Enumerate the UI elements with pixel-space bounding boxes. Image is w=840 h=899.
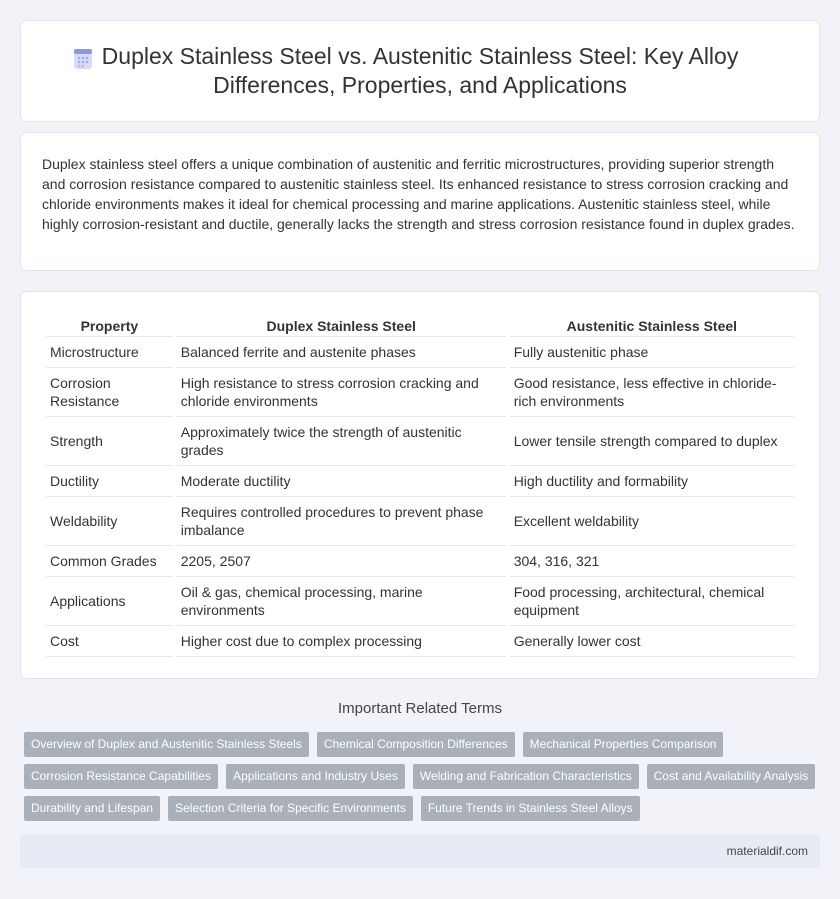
table-row [46, 417, 794, 466]
duplex-cell: High resistance to stress corrosion cracking and chloride environments [177, 368, 506, 417]
related-terms-list [24, 732, 824, 828]
austenitic-cell: 304, 316, 321 [510, 546, 794, 577]
austenitic-cell: Fully austenitic phase [510, 337, 794, 368]
duplex-cell: 2205, 2507 [177, 546, 506, 577]
table-row [46, 577, 794, 626]
duplex-cell: Oil & gas, chemical processing, marine environments [177, 577, 506, 626]
duplex-cell: Balanced ferrite and austenite phases [177, 337, 506, 368]
comparison-table-card [20, 291, 820, 679]
comparison-table [42, 315, 798, 657]
table-row [46, 368, 794, 417]
austenitic-cell: Generally lower cost [510, 626, 794, 657]
site-name[interactable]: materialdif.com [726, 844, 808, 858]
austenitic-cell: Good resistance, less effective in chloride-rich environments [510, 368, 794, 417]
related-term-tag[interactable]: Corrosion Resistance Capabilities [24, 764, 218, 789]
header-card [20, 20, 820, 122]
property-cell: Applications [46, 577, 173, 626]
property-cell: Ductility [46, 466, 173, 497]
duplex-cell: Higher cost due to complex processing [177, 626, 506, 657]
duplex-cell: Moderate ductility [177, 466, 506, 497]
related-term-tag[interactable]: Welding and Fabrication Characteristics [413, 764, 639, 789]
related-term-tag[interactable]: Chemical Composition Differences [317, 732, 515, 757]
duplex-cell: Approximately twice the strength of austenitic grades [177, 417, 506, 466]
table-row [46, 466, 794, 497]
page-title: Duplex Stainless Steel vs. Austenitic Stainless Steel: Key Alloy Differences, Properties, and Applications [101, 43, 739, 98]
related-term-tag[interactable]: Selection Criteria for Specific Environments [168, 796, 413, 821]
related-term-tag[interactable]: Durability and Lifespan [24, 796, 160, 821]
related-term-tag[interactable]: Overview of Duplex and Austenitic Stainless Steels [24, 732, 309, 757]
austenitic-cell: Excellent weldability [510, 497, 794, 546]
property-cell: Strength [46, 417, 173, 466]
property-cell: Microstructure [46, 337, 173, 368]
related-terms-heading: Important Related Terms [338, 700, 502, 717]
austenitic-cell: Lower tensile strength compared to duplex [510, 417, 794, 466]
duplex-cell: Requires controlled procedures to prevent phase imbalance [177, 497, 506, 546]
related-term-tag[interactable]: Mechanical Properties Comparison [523, 732, 724, 757]
property-cell: Corrosion Resistance [46, 368, 173, 417]
austenitic-cell: High ductility and formability [510, 466, 794, 497]
related-term-tag[interactable]: Applications and Industry Uses [226, 764, 405, 789]
intro-paragraph: Duplex stainless steel offers a unique combination of austenitic and ferritic microstructures, providing superior strength and corrosion resistance compared to austenitic stainless steel. Its enhanced resistance to stress corrosion cracking and chloride environments makes it ideal for chemical processing and marine applications. Austenitic stainless steel, while highly corrosion-resistant and ductile, generally lacks the strength and stress corrosion resistance found in duplex grades. [42, 156, 795, 232]
column-header-property: Property [46, 315, 173, 337]
table-row [46, 546, 794, 577]
footer-bar [20, 834, 820, 868]
property-cell: Weldability [46, 497, 173, 546]
table-row [46, 497, 794, 546]
austenitic-cell: Food processing, architectural, chemical equipment [510, 577, 794, 626]
column-header-duplex: Duplex Stainless Steel [177, 315, 506, 337]
related-term-tag[interactable]: Future Trends in Stainless Steel Alloys [421, 796, 640, 821]
property-cell: Cost [46, 626, 173, 657]
property-cell: Common Grades [46, 546, 173, 577]
table-row [46, 337, 794, 368]
intro-card [20, 132, 820, 271]
column-header-austenitic: Austenitic Stainless Steel [510, 315, 794, 337]
table-row [46, 626, 794, 657]
table-header-row [46, 315, 794, 337]
related-term-tag[interactable]: Cost and Availability Analysis [647, 764, 816, 789]
